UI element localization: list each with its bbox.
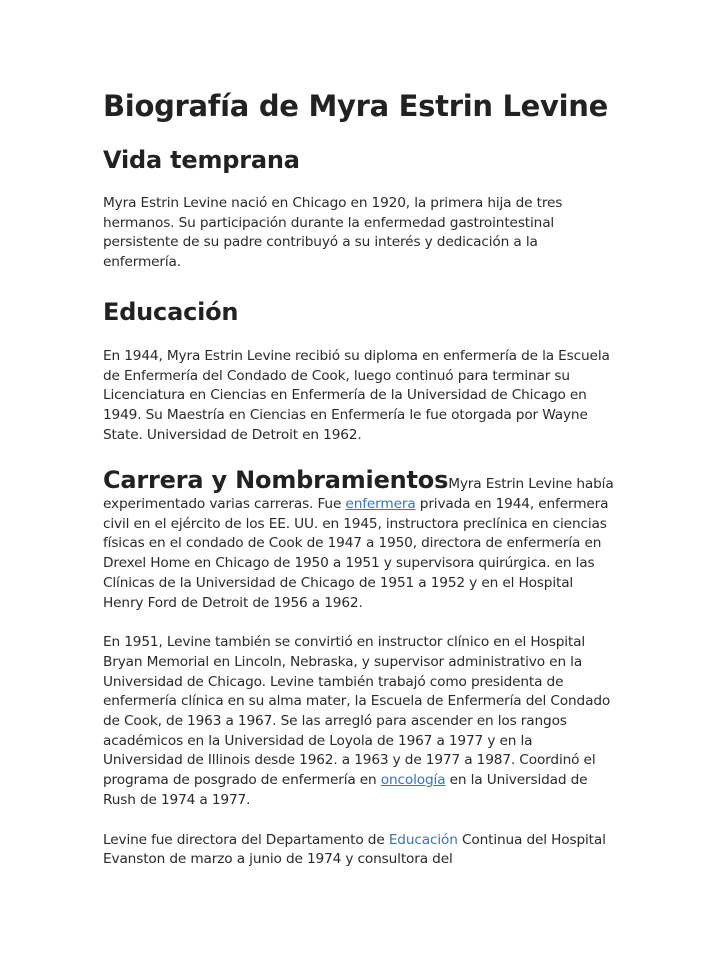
link-enfermera[interactable]: enfermera xyxy=(345,496,416,513)
paragraph-carrera-3 xyxy=(103,831,615,870)
paragraph-carrera-1 xyxy=(103,466,615,613)
heading-educacion: Educación xyxy=(103,297,239,326)
paragraph-vida-temprana: Myra Estrin Levine nació en Chicago en 1920, la primera hija de tres hermanos. Su participación durante la enfermedad gastrointestinal persistente de su padre contribuyó a su interés y dedicación a la enfermería. xyxy=(103,195,563,271)
carrera-text-2a: En 1951, Levine también se convirtió en instructor clínico en el Hospital Bryan Memorial en Lincoln, Nebraska, y supervisor administrativo en la Universidad de Chicago. Levine también trabajó como presidenta de enfermería clínica en su alma mater, la Escuela de Enfermería del Condado de Cook, de 1963 a 1967. Se las arregló para ascender en los rangos académicos en la Universidad de Loyola de 1967 a 1977 y en la Universidad de Illinois desde 1962. a 1963 y de 1977 a 1987. Coordinó el programa de posgrado de enfermería en xyxy=(103,634,611,789)
section-carrera xyxy=(103,466,615,870)
carrera-text-1b: privada en 1944, enfermera civil en el ejército de los EE. UU. en 1945, instructora preclínica en ciencias físicas en el condado de Cook de 1947 a 1950, directora de enfermería en Drexel Home en Chicago de 1950 a 1951 y supervisora quirúrgica. en las Clínicas de la Universidad de Chicago de 1951 a 1952 y en el Hospital Henry Ford de Detroit de 1956 a 1962. xyxy=(103,496,609,611)
paragraph-educacion: En 1944, Myra Estrin Levine recibió su diploma en enfermería de la Escuela de Enfermería del Condado de Cook, luego continuó para terminar su Licenciatura en Ciencias en Enfermería de la Universidad de Chicago en 1949. Su Maestría en Ciencias en Enfermería le fue otorgada por Wayne State. Universidad de Detroit en 1962. xyxy=(103,347,610,443)
carrera-text-2b: en la Universidad de Rush de 1974 a 1977. xyxy=(103,772,588,808)
carrera-text-3a: Levine fue directora del Departamento de xyxy=(103,831,389,848)
paragraph-carrera-2 xyxy=(103,633,615,810)
link-educacion[interactable]: Educación xyxy=(388,831,458,848)
carrera-text-3b: Continua del Hospital Evanston de marzo a junio de 1974 y consultora del xyxy=(103,831,606,868)
link-oncologia[interactable]: oncología xyxy=(380,772,446,789)
page-title: Biografía de Myra Estrin Levine xyxy=(103,89,608,123)
heading-vida-temprana: Vida temprana xyxy=(103,146,300,174)
carrera-text-1a: Myra Estrin Levine había experimentado varias carreras. Fue xyxy=(103,476,614,513)
heading-carrera-nombramientos: Carrera y Nombramientos xyxy=(103,466,449,495)
document-content xyxy=(103,88,615,870)
